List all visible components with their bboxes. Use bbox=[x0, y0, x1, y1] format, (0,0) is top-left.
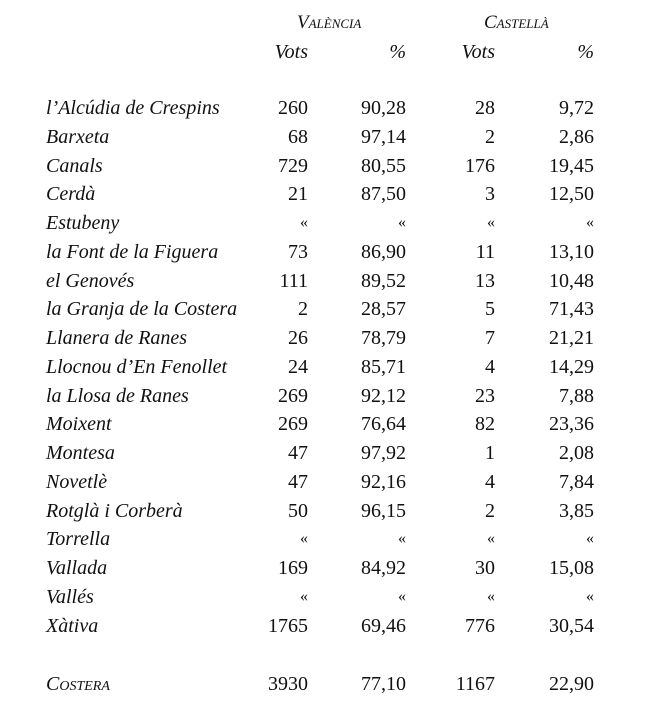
total-vots-valencia: 3930 bbox=[268, 673, 308, 695]
vots-castella: 11 bbox=[475, 240, 495, 263]
vots-valencia: 21 bbox=[288, 183, 308, 206]
municipality-name: Llanera de Ranes bbox=[46, 327, 188, 349]
vots-valencia: 73 bbox=[288, 240, 308, 263]
table-row bbox=[0, 296, 654, 322]
table-row bbox=[0, 354, 654, 380]
pct-valencia: 69,46 bbox=[361, 614, 406, 637]
vots-valencia: 2 bbox=[298, 298, 308, 321]
municipality-name: Moixent bbox=[46, 413, 112, 436]
table-row bbox=[0, 153, 654, 179]
pct-valencia: 76,64 bbox=[361, 413, 406, 436]
vots-castella: 4 bbox=[485, 470, 495, 493]
municipality-name: la Llosa de Ranes bbox=[46, 384, 189, 407]
vots-valencia: 47 bbox=[288, 470, 308, 493]
municipality-name: Vallés bbox=[46, 585, 94, 608]
municipality-name: Torrella bbox=[46, 528, 111, 551]
pct-valencia: « bbox=[398, 587, 406, 605]
municipality-name: la Font de la Figuera bbox=[46, 240, 219, 263]
vots-castella: 7 bbox=[485, 327, 495, 349]
municipality-name: Vallada bbox=[46, 557, 108, 579]
vots-castella: 3 bbox=[485, 183, 495, 206]
pct-valencia: 85,71 bbox=[361, 355, 406, 378]
total-name: Costera bbox=[46, 673, 110, 695]
total-pct-valencia: 77,10 bbox=[361, 673, 406, 695]
vots-castella: 4 bbox=[485, 355, 495, 378]
vots-castella: « bbox=[487, 587, 495, 605]
vots-castella: 176 bbox=[465, 154, 495, 177]
vots-valencia: 111 bbox=[279, 269, 308, 292]
vots-valencia: 169 bbox=[278, 557, 308, 579]
pct-castella: 21,21 bbox=[549, 327, 594, 349]
pct-valencia: 28,57 bbox=[361, 298, 406, 321]
municipality-name: Barxeta bbox=[46, 125, 110, 148]
total-vots-castella: 1167 bbox=[455, 673, 495, 695]
vots-valencia: 269 bbox=[278, 413, 308, 436]
pct-valencia: 84,92 bbox=[361, 557, 406, 579]
table-row bbox=[0, 268, 654, 294]
vots-valencia: « bbox=[300, 530, 308, 548]
pct-castella: 10,48 bbox=[549, 269, 594, 292]
vots-castella: 2 bbox=[485, 125, 495, 148]
pct-valencia: 97,14 bbox=[361, 125, 406, 148]
vots-castella: « bbox=[487, 530, 495, 548]
pct-castella: 13,10 bbox=[549, 240, 594, 263]
vots-valencia: 68 bbox=[288, 125, 308, 148]
pct-castella: « bbox=[586, 530, 594, 548]
pct-castella: 14,29 bbox=[549, 355, 594, 378]
pct-castella: 19,45 bbox=[549, 154, 594, 177]
pct-valencia: 96,15 bbox=[361, 499, 406, 522]
municipality-name: Llocnou d’En Fenollet bbox=[46, 355, 228, 378]
pct-valencia: 97,92 bbox=[361, 442, 406, 464]
municipality-name: l’Alcúdia de Crespins bbox=[46, 97, 220, 119]
municipality-name: Estubeny bbox=[46, 212, 120, 234]
vots-castella: 5 bbox=[485, 298, 495, 321]
table-row bbox=[0, 584, 654, 610]
vots-castella: 13 bbox=[475, 269, 495, 292]
pct-valencia: 86,90 bbox=[361, 240, 406, 263]
vots-valencia: 47 bbox=[288, 442, 308, 464]
table-row bbox=[0, 440, 654, 466]
table-row bbox=[0, 181, 654, 207]
table-row bbox=[0, 411, 654, 437]
municipality-name: Canals bbox=[46, 154, 103, 177]
pct-castella: 12,50 bbox=[549, 183, 594, 206]
vots-valencia: « bbox=[300, 587, 308, 605]
pct-castella: « bbox=[586, 587, 594, 605]
vots-valencia: « bbox=[300, 214, 308, 231]
table-row bbox=[0, 613, 654, 639]
header-group-valencia: València bbox=[297, 12, 362, 33]
municipality-name: Montesa bbox=[46, 442, 115, 464]
pct-valencia: 90,28 bbox=[361, 97, 406, 119]
municipality-name: Xàtiva bbox=[46, 614, 99, 637]
pct-castella: 9,72 bbox=[559, 97, 594, 119]
vots-castella: 30 bbox=[475, 557, 495, 579]
table-row bbox=[0, 383, 654, 409]
pct-castella: 71,43 bbox=[549, 298, 594, 321]
vots-castella: 2 bbox=[485, 499, 495, 522]
table-row bbox=[0, 555, 654, 581]
municipality-name: la Granja de la Costera bbox=[46, 298, 238, 321]
table-row bbox=[0, 469, 654, 495]
pct-valencia: 92,16 bbox=[361, 470, 406, 493]
pct-valencia: 78,79 bbox=[361, 327, 406, 349]
column-header-vots-valencia: Vots bbox=[274, 41, 308, 63]
column-header-vots-castella: Vots bbox=[461, 41, 495, 63]
pct-castella: « bbox=[586, 214, 594, 231]
table-row bbox=[0, 325, 654, 351]
municipality-name: el Genovés bbox=[46, 269, 135, 292]
header-group-castella: Castellà bbox=[484, 12, 549, 33]
municipality-name: Novetlè bbox=[46, 470, 108, 493]
municipality-name: Cerdà bbox=[46, 183, 96, 206]
pct-castella: 7,84 bbox=[559, 470, 594, 493]
vots-valencia: 50 bbox=[288, 499, 308, 522]
column-header-row bbox=[0, 39, 654, 65]
vots-valencia: 26 bbox=[288, 327, 308, 349]
vots-valencia: 24 bbox=[288, 355, 308, 378]
table-row bbox=[0, 210, 654, 236]
vots-valencia: 269 bbox=[278, 384, 308, 407]
vots-castella: 28 bbox=[475, 97, 495, 119]
column-header-pct-castella: % bbox=[577, 41, 594, 63]
pct-valencia: 89,52 bbox=[361, 269, 406, 292]
pct-valencia: 80,55 bbox=[361, 154, 406, 177]
table-row bbox=[0, 498, 654, 524]
pct-castella: 2,86 bbox=[559, 125, 594, 148]
pct-castella: 23,36 bbox=[549, 413, 594, 436]
column-header-pct-valencia: % bbox=[389, 41, 406, 63]
table-row bbox=[0, 239, 654, 265]
pct-castella: 15,08 bbox=[549, 557, 594, 579]
pct-castella: 2,08 bbox=[559, 442, 594, 464]
vots-valencia: 729 bbox=[278, 154, 308, 177]
vots-valencia: 260 bbox=[278, 97, 308, 119]
table-row bbox=[0, 124, 654, 150]
vots-castella: 23 bbox=[475, 384, 495, 407]
vots-castella: 776 bbox=[465, 614, 495, 637]
vots-castella: 82 bbox=[475, 413, 495, 436]
table-row bbox=[0, 95, 654, 121]
pct-castella: 3,85 bbox=[559, 499, 594, 522]
total-pct-castella: 22,90 bbox=[549, 673, 594, 695]
vots-castella: « bbox=[487, 214, 495, 231]
vots-castella: 1 bbox=[485, 442, 495, 464]
pct-valencia: 92,12 bbox=[361, 384, 406, 407]
pct-castella: 7,88 bbox=[559, 384, 594, 407]
total-row bbox=[0, 671, 654, 697]
vots-valencia: 1765 bbox=[268, 614, 308, 637]
pct-valencia: « bbox=[398, 214, 406, 231]
pct-valencia: 87,50 bbox=[361, 183, 406, 206]
pct-castella: 30,54 bbox=[549, 614, 594, 637]
pct-valencia: « bbox=[398, 530, 406, 548]
municipality-name: Rotglà i Corberà bbox=[46, 499, 183, 522]
table-row bbox=[0, 526, 654, 552]
